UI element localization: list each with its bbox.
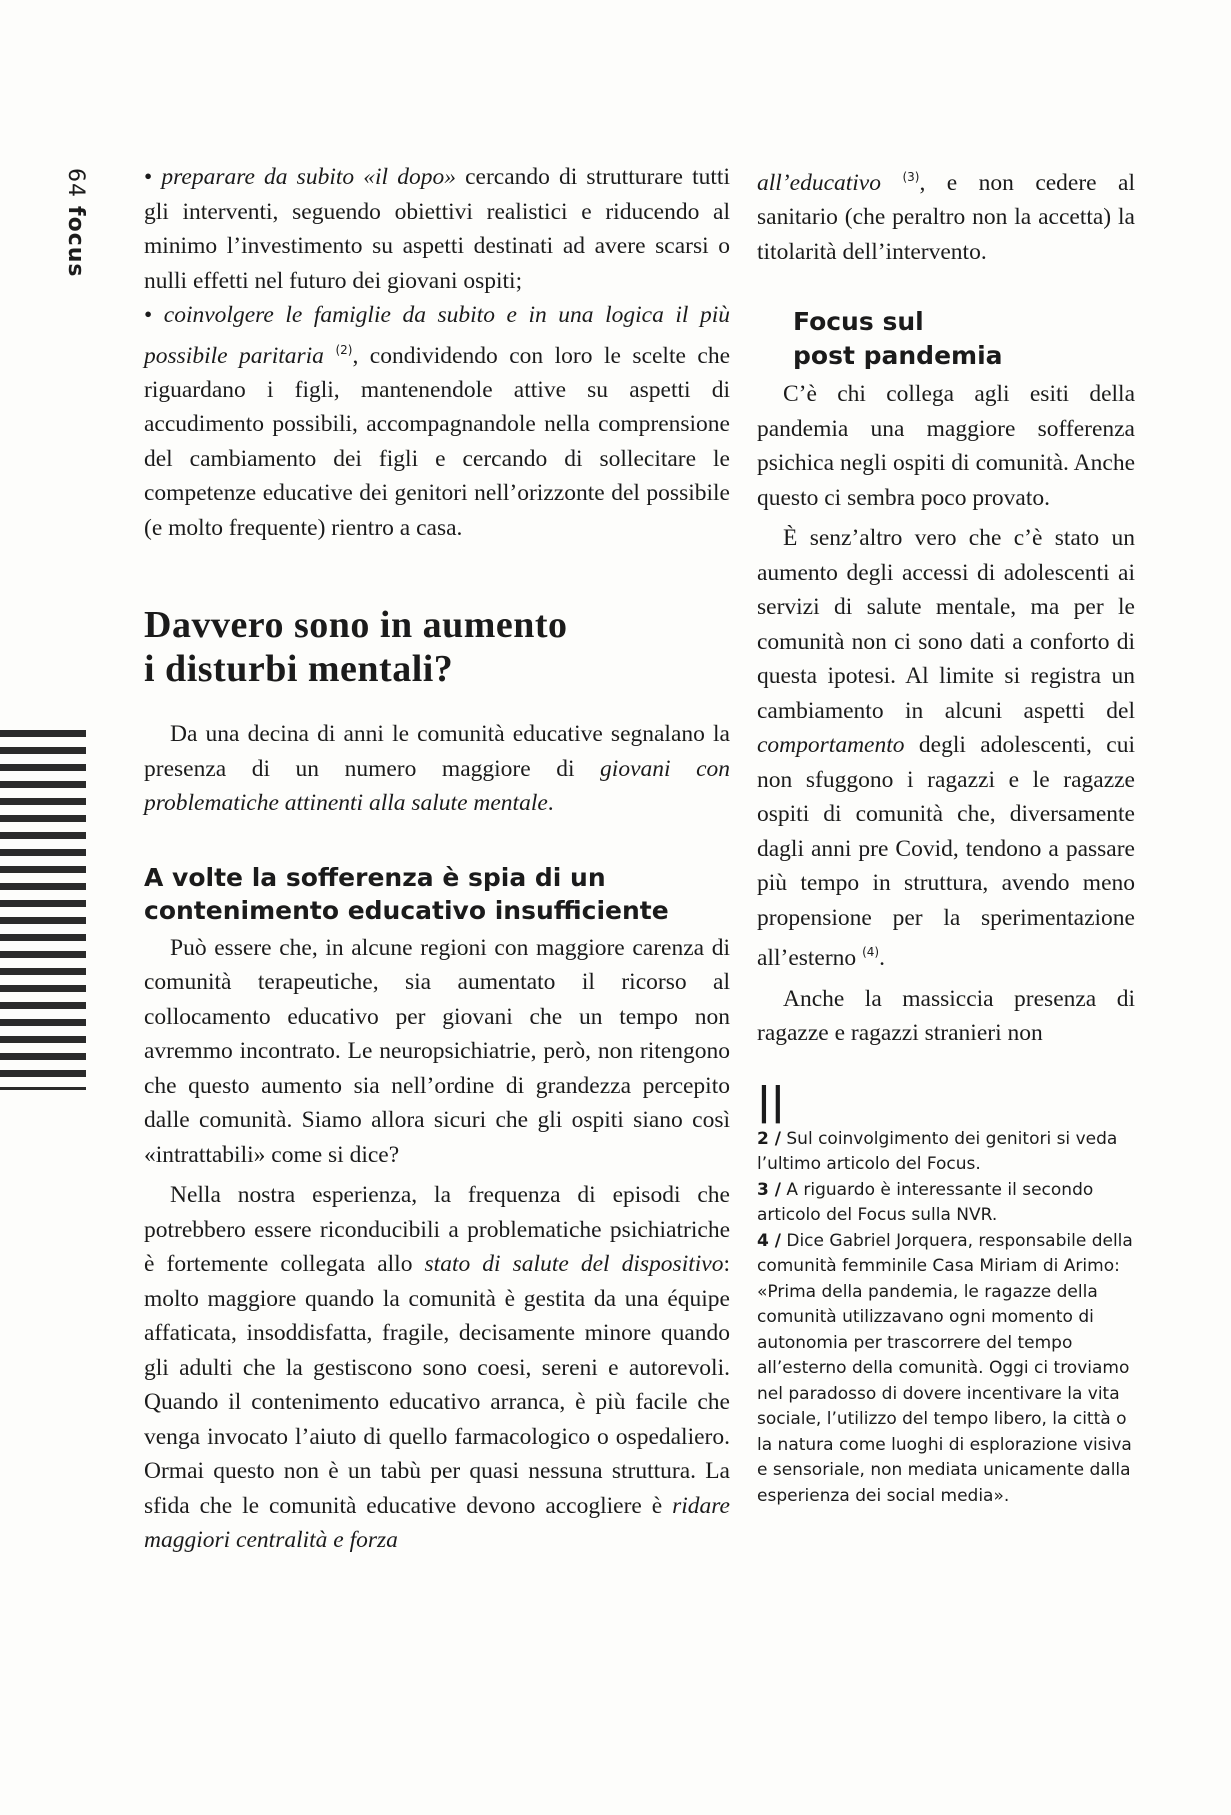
running-header [63,168,88,277]
bullet-item-1: • preparare da subito «il dopo» cercando di strutturare tutti gli interventi, seguendo obiettivi realistici e riducendo al minimo l’investimento su aspetti destinati ad avere scarsi o nulli effetti nel futuro dei giovani ospiti; [144,164,730,294]
decorative-stripes [0,730,86,1090]
section-label: focus [63,206,88,278]
right-paragraph-1: C’è chi collega agli esiti della pandemia una maggiore sofferenza psichica negli ospiti di comunità. Anche questo ci sembra poco provato. [757,381,1135,511]
body-paragraph-2: Nella nostra esperienza, la frequenza di episodi che potrebbero essere riconducibili a problematiche psichiatriche è fortemente collegata allo stato di salute del dispositivo: molto maggiore quando la comunità è gestita da una équipe affaticata, insoddisfatta, fragile, decisamente minore quando gli adulti che la gestiscono sono coesi, sereni e autorevoli. Quando il contenimento educativo arranca, è più facile che venga invocato l’aiuto di quello farmacologico o ospedaliero. Ormai questo non è un tabù per quasi nessuna struttura. La sfida che le comunità educative devono accogliere è ridare maggiori centralità e forza [144,1182,730,1554]
left-column [144,160,730,1558]
footnotes [757,1127,1135,1510]
section-title: Davvero sono in aumento i disturbi mentali? [144,604,568,691]
right-paragraph-2: È senz’altro vero che c’è stato un aumento degli accessi di adolescenti ai servizi di salute mentale, ma per le comunità non ci sono dati a conforto di questa ipotesi. Al limite si registra un cambiamento in alcuni aspetti del comportamento degli adolescenti, cui non sfuggono i ragazzi e le ragazze ospiti di comunità che, diversamente dagli anni pre Covid, tendono a passare più tempo in struttura, avendo meno propensione per la sperimentazione all’esterno $^{(4)}$. [757,525,1135,972]
bullet-item-2: • coinvolgere le famiglie da subito e in una logica il più possibile paritaria $^{(2)}$, condividendo con loro le scelte che riguardano i figli, mantenendole attive su aspetti di accudimento possibili, accompagnandole nella comprensione del cambiamento dei figli e cercando di sollecitare le competenze educative dei genitori nell’orizzonte del possibile (e molto frequente) rientro a casa. [144,302,731,541]
intro-paragraph: Da una decina di anni le comunità educative segnalano la presenza di un numero maggiore di giovani con problematiche attinenti alla salute mentale. [144,721,731,817]
body-paragraph-1: Può essere che, in alcune regioni con maggiore carenza di comunità terapeutiche, sia aumentato il ricorso al collocamento educativo per giovani che un tempo non avremmo incontrato. Le neuropsichiatrie, però, non ritengono che questo aumento sia nell’ordine di grandezza percepito dalle comunità. Siamo allora sicuri che gli ospiti siano così «intrattabili» come si dice? [144,934,730,1168]
footnote-2: 2 / Sul coinvolgimento dei genitori si veda l’ultimo articolo del Focus. [757,1128,1118,1175]
subheading-sofferenza: A volte la sofferenza è spia di un contenimento educativo insufficiente [144,862,669,925]
right-column [757,160,1135,1509]
footnote-3: 3 / A riguardo è interessante il secondo articolo del Focus sulla NVR. [757,1179,1094,1226]
subheading-post-pandemia: Focus sul post pandemia [793,307,1003,371]
footnote-4: 4 / Dice Gabriel Jorquera, responsabile della comunità femminile Casa Miriam di Arimo: «Prima della pandemia, le ragazze della comunità utilizzavano ogni momento di autonomia per trascorrere del tempo all’esterno della comunità. Oggi ci troviamo nel paradosso di dovere incentivare la vita sociale, l’utilizzo del tempo libero, la città o la natura come luoghi di esplorazione visiva e sensoriale, non mediata unicamente dalla esperienza dei social media». [757,1230,1133,1506]
quote-separator-icon: || [757,1078,785,1123]
right-paragraph-3: Anche la massiccia presenza di ragazze e ragazzi stranieri non [757,985,1135,1047]
page-number: 64 [63,168,88,198]
continued-paragraph: all’educativo $^{(3)}$, e non cedere al sanitario (che peraltro non la accetta) la titolarità dell’intervento. [757,169,1136,265]
